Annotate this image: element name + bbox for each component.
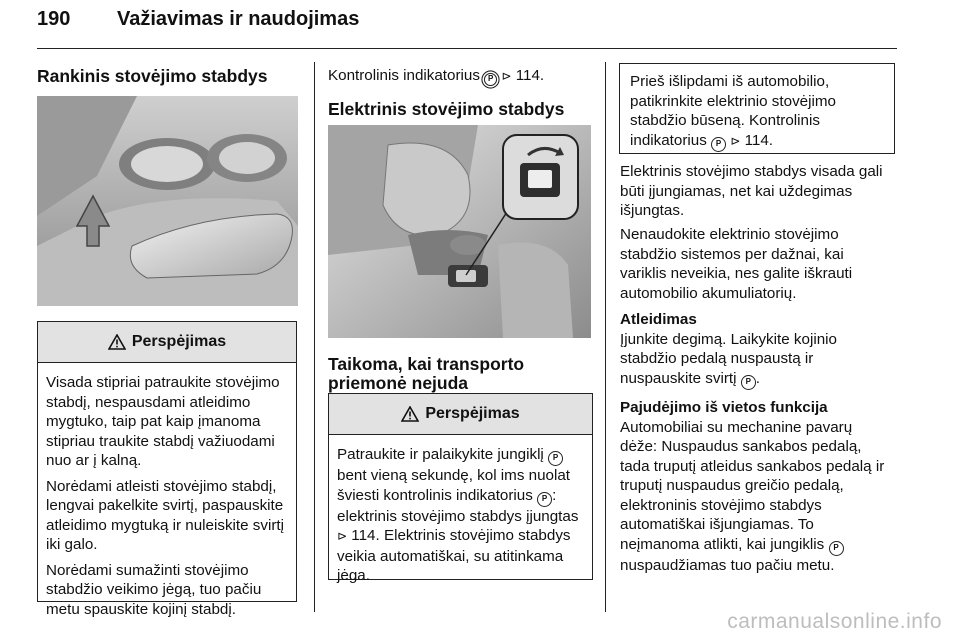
note-text: Prieš išlipdami iš automobilio, patikrinkite elektrinio stovėjimo stabdžio būseną. Kontrolinis indikatorius [630,73,836,149]
parking-switch-icon: P [548,451,563,466]
indicator-reference-line [328,66,598,87]
warning-triangle-icon [401,406,419,422]
handbrake-photo [37,96,298,306]
drive-away-section [620,398,892,575]
release-section [620,310,892,390]
reference-arrow-icon: ⊳ [337,529,348,543]
paragraph-dont-overuse: Nenaudokite elektrinio stovėjimo stabdžio sistemos per dažnai, kai variklis neveikia, nes galite iškrauti automobilio akumuliatorių. [620,226,853,302]
parking-brake-indicator-icon: P [711,137,726,152]
warning-text: bent vieną sekundę, kol ims nuolat šviesti kontrolinis indikatorius [337,467,571,504]
page-reference: 114. [351,527,380,544]
page-number: 190 [37,8,71,30]
parking-switch-icon: P [829,541,844,556]
release-heading: Atleidimas [620,311,697,328]
parking-switch-icon: P [741,375,756,390]
warning-body [329,435,592,586]
warning-text: : elektrinis stovėjimo stabdys įjungtas [337,486,579,525]
warning-header [329,394,592,435]
indicator-text: Kontrolinis indikatorius [328,67,480,84]
release-text: Įjunkite degimą. Laikykite kojinio stabdžio pedalą nuspaustą ir nuspauskite svirtį [620,330,837,387]
warning-text: Elektrinis stovėjimo stabdys veikia automatiškai, su atitinkama jėga. [337,527,571,584]
warning-title: Perspėjimas [425,405,520,422]
column-divider-right [605,62,606,612]
page-header [37,8,897,42]
watermark: carmanualsonline.info [727,610,942,633]
warning-body [38,363,296,619]
drive-away-heading: Pajudėjimo iš vietos funkcija [620,399,828,416]
page-reference: 114. [744,131,774,149]
warning-paragraph: Norėdami atleisti stovėjimo stabdį, lengvai pakelkite svirtį, paspauskite atleidimo mygtuką ir nuleiskite svirtį iki galo. [46,477,285,553]
column-divider-left [314,62,315,612]
warning-text: Patraukite ir palaikykite jungiklį [337,446,544,463]
applies-heading: Taikoma, kai transporto priemonė nejuda [328,354,525,393]
drive-away-text: nuspaudžiamas tuo pačiu metu. [620,556,835,574]
drive-away-text: Automobiliai su mechanine pavarų dėže: Nuspaudus sankabos pedalą, tada truputį atleidus sankabos pedalą ir truputį nuspaudus greičio pedalą, elektroninis stovėjimo stabdys automatiškai išjungiamas. To neįmanoma atlikti, kai jungiklis [620,418,885,553]
warning-box-manual-brake [37,321,297,618]
paragraph-always-engage: Elektrinis stovėjimo stabdys visada gali būti įjungiamas, net kai uždegimas išjungtas. [620,163,883,219]
warning-title: Perspėjimas [131,333,227,350]
reference-arrow-icon: ⊳ [730,133,741,148]
warning-box-electric-brake [328,393,593,584]
electric-brake-photo [328,125,591,338]
header-rule [37,48,897,49]
warning-triangle-icon [108,334,126,350]
note-box [619,63,895,154]
section-heading-manual-brake: Rankinis stovėjimo stabdys [37,66,268,86]
section-heading-electric-brake: Elektrinis stovėjimo stabdys [328,99,565,119]
chapter-title: Važiavimas ir naudojimas [117,8,360,30]
warning-paragraph: Visada stipriai patraukite stovėjimo stabdį, nespausdami atleidimo mygtuko, taip pat kaip įmanoma stipriau traukite stabdį važiuodami nuo ar į kalną. [46,374,280,469]
reference-arrow-icon: ⊳ [501,69,512,83]
release-text: . [755,369,760,387]
warning-paragraph: Norėdami sumažinti stovėjimo stabdžio veikimo jėgą, tuo pačiu metu spauskite kojinį stabdį. [46,561,262,618]
warning-paragraph [337,445,584,586]
parking-brake-indicator-icon: P [484,73,497,86]
warning-header [38,322,296,363]
page-reference: 114. [515,67,545,84]
parking-brake-indicator-icon: P [537,492,552,507]
